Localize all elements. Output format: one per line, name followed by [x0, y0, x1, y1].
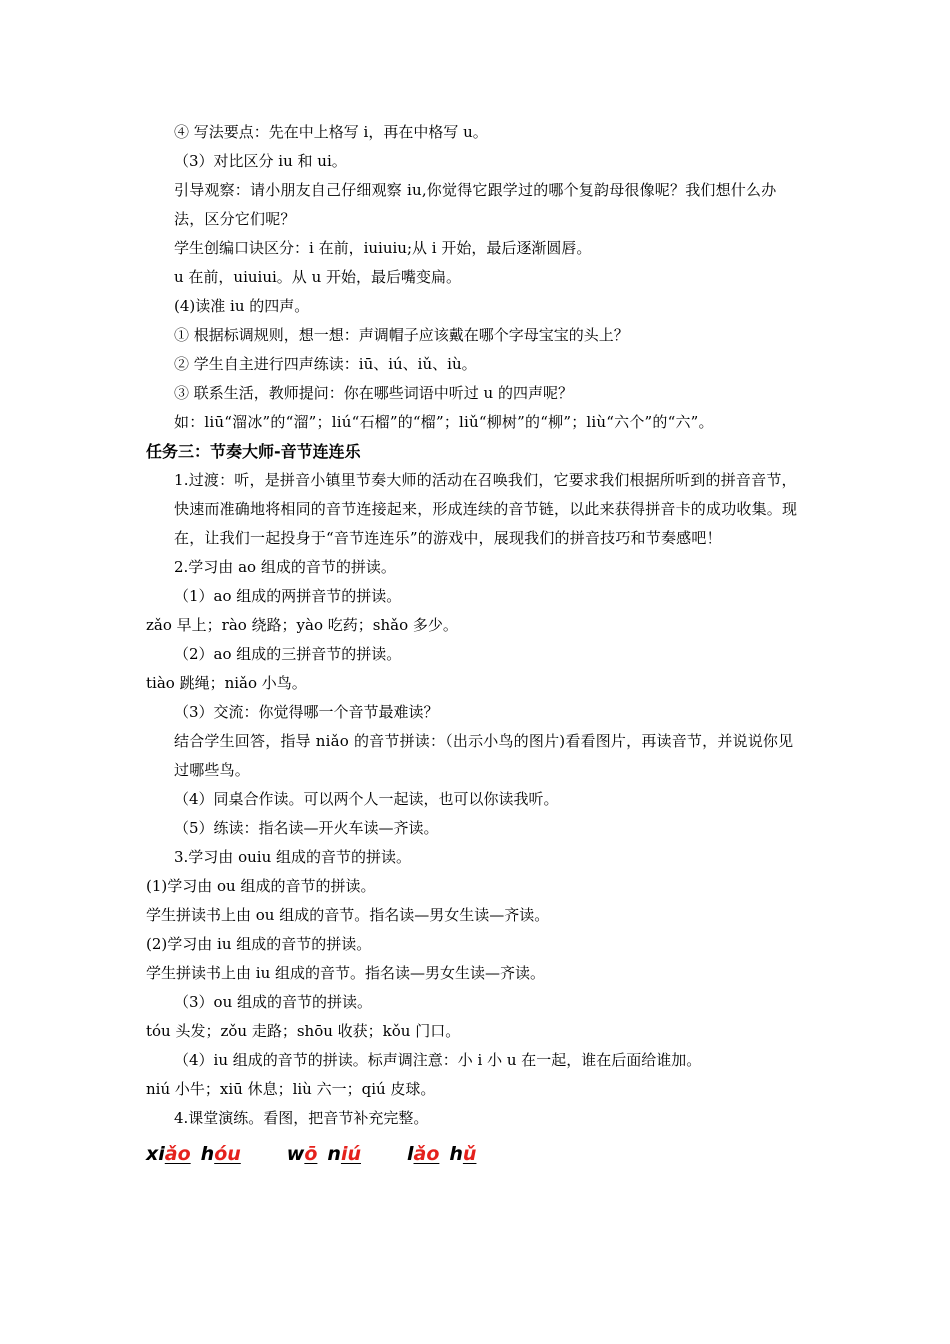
text-line: （4）同桌合作读。可以两个人一起读，也可以你读我听。	[174, 790, 559, 808]
pinyin-syllable	[287, 1137, 318, 1171]
text-line: niú 小牛；xiū 休息；liù 六一；qiú 皮球。	[146, 1080, 436, 1098]
pinyin-word	[287, 1137, 371, 1171]
text-line: （4）iu 组成的音节的拼读。标声调注意：小 i 小 u 在一起，谁在后面给谁加。	[174, 1051, 702, 1069]
text-line: ② 学生自主进行四声练读：iū、iú、iǔ、iù。	[174, 355, 477, 373]
text-line: tiào 跳绳；niǎo 小鸟。	[146, 674, 307, 692]
text-line: 学生创编口诀区分：i 在前，iuiuiu;从 i 开始，最后逐渐圆唇。	[174, 239, 592, 257]
section-heading: 任务三：节奏大师-音节连连乐	[146, 442, 361, 461]
text-line: (1)学习由 ou 组成的音节的拼读。	[146, 877, 376, 895]
text-line: 如：liū“溜冰”的“溜”；liú“石榴”的“榴”；liǔ“柳树”的“柳”；liù“六个”的“六”。	[174, 413, 714, 431]
syllable-final-answer: iú	[340, 1143, 361, 1165]
syllable-initial: l	[406, 1143, 414, 1165]
text-line: （2）ao 组成的三拼音节的拼读。	[174, 645, 402, 663]
document-page	[146, 118, 806, 1171]
text-line: （5）练读：指名读—开火车读—齐读。	[174, 819, 439, 837]
syllable-initial: n	[327, 1143, 341, 1165]
text-line: ③ 联系生活，教师提问：你在哪些词语中听过 u 的四声呢？	[174, 384, 573, 402]
pinyin-syllable	[146, 1137, 191, 1171]
text-line: 1.过渡：听，是拼音小镇里节奏大师的活动在召唤我们，它要求我们根据所听到的拼音音节，快速而准确地将相同的音节连接起来，形成连续的音节链，以此来获得拼音卡的成功收集。现在，让我们一起投身于“音节连连乐”的游戏中，展现我们的拼音技巧和节奏感吧！	[174, 471, 798, 547]
text-line: (4)读准 iu 的四声。	[174, 297, 310, 315]
text-line: 引导观察：请小朋友自己仔细观察 iu,你觉得它跟学过的哪个复韵母很像呢？我们想什么办法，区分它们呢？	[174, 181, 777, 228]
syllable-final-answer: ǎo	[413, 1143, 440, 1165]
text-line: 学生拼读书上由 iu 组成的音节。指名读—男女生读—齐读。	[146, 964, 545, 982]
text-line: 结合学生回答，指导 niǎo 的音节拼读：（出示小鸟的图片)看看图片，再读音节，并说说你见过哪些鸟。	[174, 732, 794, 779]
syllable-initial: h	[200, 1143, 215, 1165]
text-line: （3）ou 组成的音节的拼读。	[174, 993, 373, 1011]
syllable-final-answer: ō	[304, 1143, 318, 1165]
pinyin-syllable	[327, 1137, 361, 1171]
text-line: 3.学习由 ouiu 组成的音节的拼读。	[174, 848, 411, 866]
text-line: 4.课堂演练。看图，把音节补充完整。	[174, 1109, 429, 1127]
syllable-final-answer: óu	[214, 1143, 241, 1165]
paragraph-group-bottom	[146, 466, 806, 1133]
text-line: （3）对比区分 iu 和 ui。	[174, 152, 347, 170]
syllable-final-answer: ǎo	[164, 1143, 191, 1165]
syllable-initial: h	[449, 1143, 463, 1165]
text-line: zǎo 早上；rào 绕路；yào 吃药；shǎo 多少。	[146, 616, 458, 634]
pinyin-syllable	[449, 1137, 476, 1171]
pinyin-word	[407, 1137, 486, 1171]
pinyin-exercise-row	[146, 1137, 806, 1171]
syllable-initial: w	[286, 1143, 305, 1165]
text-line: tóu 头发；zǒu 走路；shōu 收获；kǒu 门口。	[146, 1022, 461, 1040]
paragraph-group-top	[146, 118, 806, 437]
text-line: 学生拼读书上由 ou 组成的音节。指名读—男女生读—齐读。	[146, 906, 550, 924]
pinyin-syllable	[201, 1137, 241, 1171]
pinyin-word	[146, 1137, 251, 1171]
syllable-initial: xi	[146, 1143, 165, 1165]
pinyin-syllable	[407, 1137, 439, 1171]
text-line: （3）交流：你觉得哪一个音节最难读？	[174, 703, 439, 721]
text-line: (2)学习由 iu 组成的音节的拼读。	[146, 935, 372, 953]
text-line: ④ 写法要点：先在中上格写 i，再在中格写 u。	[174, 123, 488, 141]
syllable-final-answer: ǔ	[462, 1143, 477, 1165]
text-line: u 在前，uiuiui。从 u 开始，最后嘴变扁。	[174, 268, 462, 286]
text-line: 2.学习由 ao 组成的音节的拼读。	[174, 558, 396, 576]
text-line: （1）ao 组成的两拼音节的拼读。	[174, 587, 402, 605]
text-line: ① 根据标调规则，想一想：声调帽子应该戴在哪个字母宝宝的头上？	[174, 326, 629, 344]
